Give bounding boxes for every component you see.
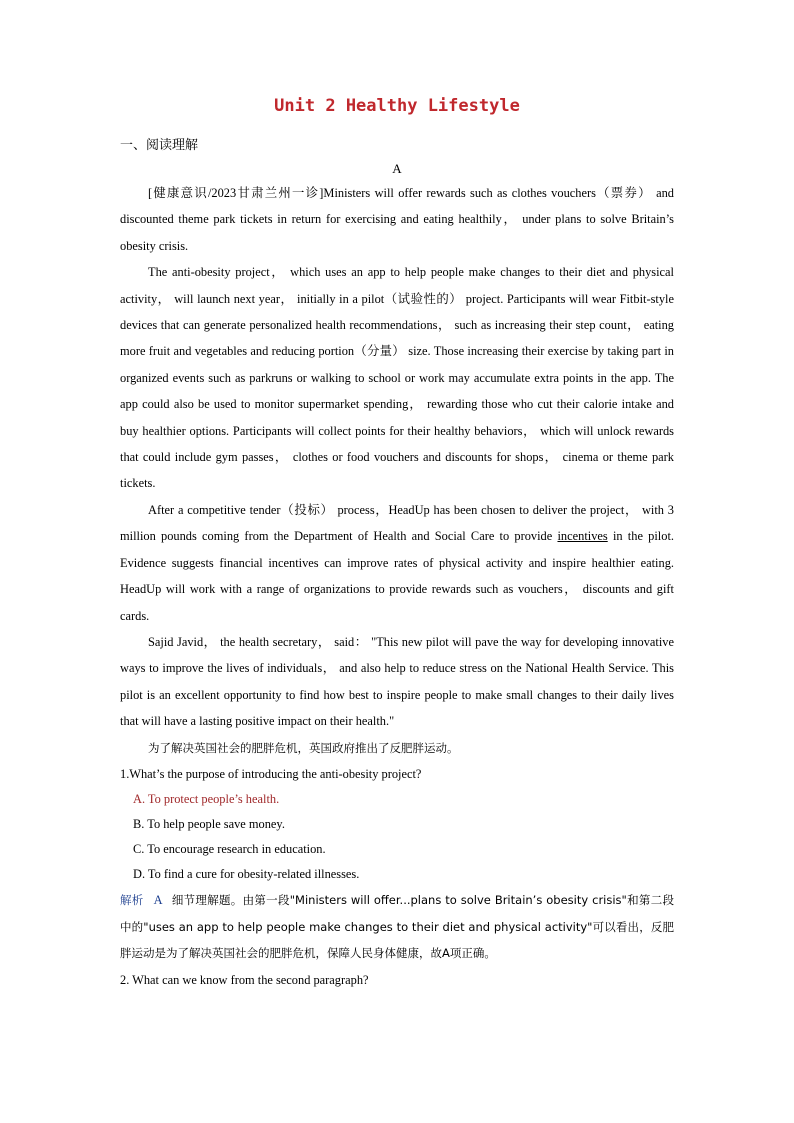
paragraph-2: The anti-obesity project， which uses an app to help people make changes to their diet and physical activity， will launch next year， initially in a pilot（试验性的） project. Participants will wear Fitbit-style devices that can generate personalized health recommendations， such as increasing their step count， eating more fruit and vegetables and reducing portion（分量） size. Those increasing their exercise by taking part in organized events such as parkruns or walking to school or work may accumulate extra points in the app. The app could also be used to monitor supermarket spending， rewarding those who cut their calorie intake and buy healthier options. Participants will collect points for their healthy behaviors， which will unlock rewards that could include gym passes， clothes or food vouchers and discounts for shops， cinema or theme park tickets.	[120, 265, 674, 491]
question-1-option-b: B. To help people save money.	[133, 817, 285, 832]
passage-body	[120, 180, 674, 993]
paragraph-1: [健康意识/2023甘肃兰州一诊]Ministers will offer rewards such as clothes vouchers（票券） and discounted theme park tickets in return for exercising and eating healthily， under plans to solve Britain’s obesity crisis.	[120, 186, 674, 253]
analysis-label: 解析	[120, 893, 144, 908]
analysis-answer: A	[153, 893, 163, 908]
paragraph-3-part1: After a competitive tender（投标） process，HeadUp has been chosen to deliver the project， with 3 million pounds coming from the Department of Health and Social Care to provide	[120, 502, 674, 544]
question-1-option-a: A. To protect people’s health.	[133, 792, 280, 807]
passage-label: A	[392, 161, 402, 176]
chinese-summary: 为了解决英国社会的肥胖危机，英国政府推出了反肥胖运动。	[148, 740, 459, 755]
paragraph-3-part2: in the pilot. Evidence suggests financial incentives can improve rates of physical activity and inspire healthier eating. HeadUp will work with a range of organizations to provide rewards such as vouchers， discounts and gift cards.	[120, 529, 674, 623]
analysis-block	[120, 887, 674, 966]
section-heading: 一、阅读理解	[120, 137, 199, 152]
question-1-option-d: D. To find a cure for obesity-related illnesses.	[133, 867, 360, 882]
paragraph-4: Sajid Javid， the health secretary， said： "This new pilot will pave the way for developing innovative ways to improve the lives of individuals， and also help to reduce stress on the National Health Service. This pilot is an excellent opportunity to find how best to inspire people to make small changes to their daily lives that will have a lasting positive impact on their health."	[120, 634, 674, 729]
paragraph-3	[120, 497, 674, 629]
question-2-stem: 2. What can we know from the second paragraph?	[120, 972, 369, 987]
question-1-option-c: C. To encourage research in education.	[133, 842, 326, 857]
page-title: Unit 2 Healthy Lifestyle	[274, 96, 520, 116]
underlined-word: incentives	[557, 529, 608, 544]
analysis-text: 细节理解题。由第一段"Ministers will offer...plans to solve Britain’s obesity crisis"和第二段中的"uses an app to help people make changes to their diet and physical activity"可以看出，反肥胖运动是为了解决英国社会的肥胖危机，保障人民身体健康，故A项正确。	[120, 893, 675, 961]
question-1-stem: 1.What’s the purpose of introducing the anti-obesity project?	[120, 766, 422, 781]
